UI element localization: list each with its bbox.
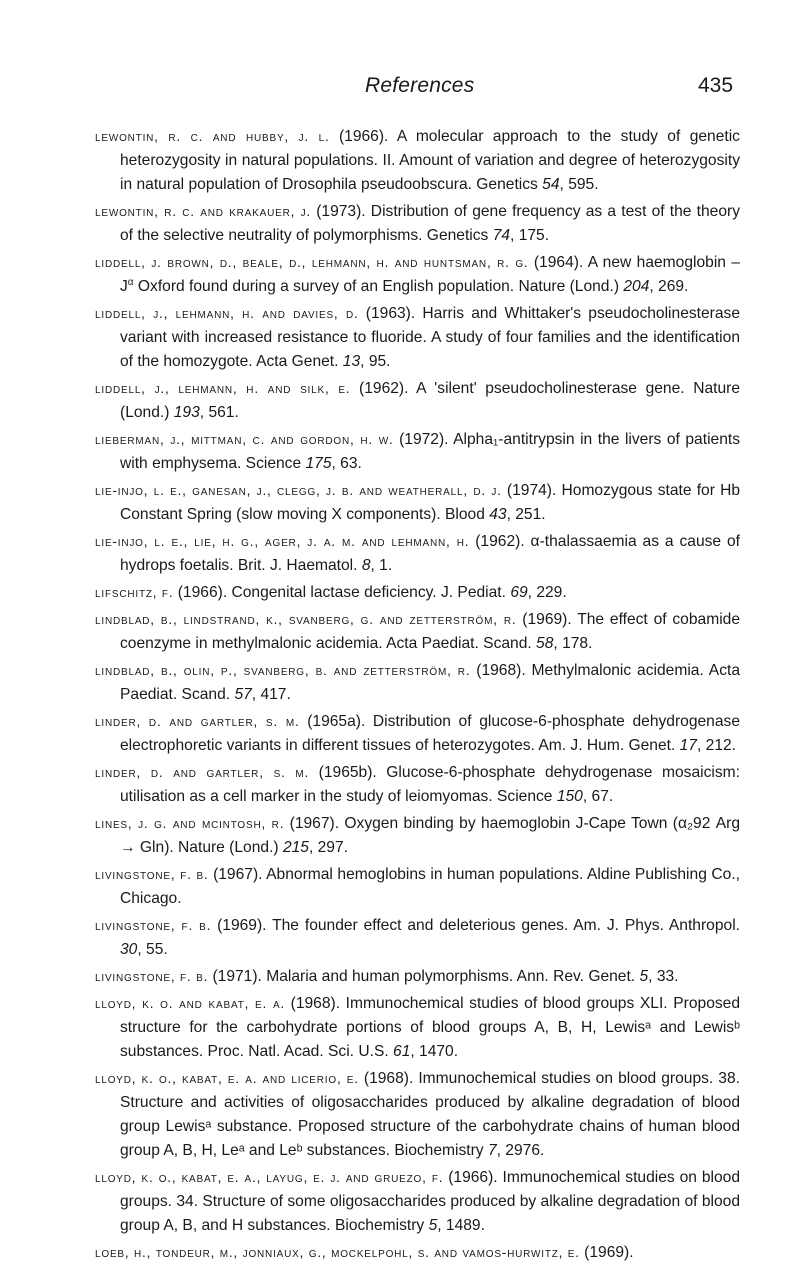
reference-entry	[95, 251, 740, 299]
reference-entry	[95, 992, 740, 1064]
reference-text: (1973). Distribution of gene frequency as a test of the theory of the selective neutrality of polymorphisms. Genetics	[120, 203, 740, 244]
reference-entry	[95, 200, 740, 248]
reference-volume: 74	[492, 227, 511, 244]
reference-authors: lindblad, b., olin, p., svanberg, b. and zetterström, r.	[95, 663, 471, 678]
reference-entry	[95, 659, 740, 707]
reference-volume: 61	[393, 1043, 411, 1060]
reference-text: (1969).	[579, 1244, 634, 1261]
reference-pages: , 297.	[308, 839, 348, 856]
running-head	[0, 74, 800, 104]
reference-volume: 58	[536, 635, 554, 652]
reference-authors: lifschitz, f.	[95, 585, 174, 600]
reference-pages: , 33.	[648, 968, 679, 985]
reference-entry	[95, 608, 740, 656]
reference-pages: , 595.	[559, 176, 599, 193]
reference-authors: linder, d. and gartler, s. m.	[95, 765, 310, 780]
reference-text: (1971). Malaria and human polymorphisms. Ann. Rev. Genet.	[208, 968, 640, 985]
reference-text: (1969). The effect of cobamide coenzyme in methylmalonic acidemia. Acta Paediat. Scand.	[120, 611, 740, 652]
reference-text: (1968). Immunochemical studies on blood groups. 38. Structure and activities of oligosaccharides produced by alkaline degradation of blood group Lewisᵃ substance. Proposed structure of the carbohydrate chains of human blood group A, B, H, Leᵃ and Leᵇ substances. Biochemistry	[120, 1070, 740, 1159]
reference-entry	[95, 530, 740, 578]
reference-text: (1972). Alpha₁-antitrypsin in the livers of patients with emphysema. Science	[120, 431, 741, 472]
reference-authors: liddell, j. brown, d., beale, d., lehmann, h. and huntsman, r. g.	[95, 255, 529, 270]
reference-text: (1962). α-thalassaemia as a cause of hydrops foetalis. Brit. J. Haematol.	[120, 533, 740, 574]
reference-authors: lieberman, j., mittman, c. and gordon, h. w.	[95, 432, 394, 447]
reference-authors: lewontin, r. c. and hubby, j. l.	[95, 129, 330, 144]
reference-authors: lloyd, k. o. and kabat, e. a.	[95, 996, 286, 1011]
reference-pages: , 55.	[137, 941, 168, 958]
reference-volume: 69	[510, 584, 528, 601]
reference-entry	[95, 1166, 740, 1238]
reference-authors: linder, d. and gartler, s. m.	[95, 714, 300, 729]
reference-text: (1966). Immunochemical studies on blood groups. 34. Structure of some oligosaccharides produced by alkaline degradation of blood group A, B, and H substances. Biochemistry	[120, 1169, 740, 1234]
reference-entry	[95, 761, 740, 809]
reference-authors: livingstone, f. b.	[95, 918, 212, 933]
reference-authors: lindblad, b., lindstrand, k., svanberg, g. and zetterström, r.	[95, 612, 517, 627]
reference-pages: , 229.	[527, 584, 567, 601]
reference-authors: livingstone, f. b.	[95, 867, 209, 882]
reference-volume: 17	[679, 737, 697, 754]
reference-text: (1966). A molecular approach to the study of genetic heterozygosity in natural populations. II. Amount of variation and degree of heterozygosity in natural population of Drosophila pseudoobscura. Genetics	[120, 128, 740, 193]
reference-entry	[95, 710, 740, 758]
reference-volume: 13	[342, 353, 361, 370]
reference-pages: , 63.	[331, 455, 362, 472]
reference-entry	[95, 302, 740, 374]
reference-authors: liddell, j., lehmann, h. and davies, d.	[95, 306, 359, 321]
reference-pages: , 269.	[649, 278, 689, 295]
reference-entry	[95, 914, 740, 962]
reference-authors: lie-injo, l. e., ganesan, j., clegg, j. b. and weatherall, d. j.	[95, 483, 502, 498]
reference-volume: 204	[623, 278, 650, 295]
reference-pages: , 1470.	[410, 1043, 459, 1060]
reference-entry	[95, 863, 740, 911]
reference-text: (1964). A new haemoglobin – J	[120, 254, 740, 295]
reference-volume: 43	[489, 506, 507, 523]
reference-list	[95, 125, 740, 1268]
reference-entry	[95, 1241, 740, 1265]
reference-volume: 150	[556, 788, 583, 805]
reference-volume: 175	[305, 455, 332, 472]
reference-pages: , 178.	[553, 635, 593, 652]
reference-superscript: α	[127, 276, 134, 288]
reference-entry	[95, 479, 740, 527]
reference-volume: 54	[542, 176, 560, 193]
reference-pages: , 1.	[370, 557, 393, 574]
reference-pages: , 251.	[506, 506, 546, 523]
reference-volume: 7	[487, 1142, 497, 1159]
reference-pages: , 2976.	[496, 1142, 545, 1159]
reference-pages: , 417.	[251, 686, 291, 703]
reference-volume: 193	[173, 404, 200, 421]
reference-text: (1974). Homozygous state for Hb Constant Spring (slow moving X components). Blood	[120, 482, 741, 523]
reference-text: (1962). A 'silent' pseudocholinesterase gene. Nature (Lond.)	[120, 380, 740, 421]
reference-authors: lie-injo, l. e., lie, h. g., ager, j. a. m. and lehmann, h.	[95, 534, 470, 549]
reference-volume: 8	[361, 557, 371, 574]
reference-entry	[95, 965, 740, 989]
reference-text: (1965a). Distribution of glucose-6-phosphate dehydrogenase electrophoretic variants in different tissues of heterozygotes. Am. J. Hum. Genet.	[120, 713, 740, 754]
reference-authors: loeb, h., tondeur, m., jonniaux, g., mockelpohl, s. and vamos-hurwitz, e.	[95, 1245, 580, 1260]
reference-authors: lewontin, r. c. and krakauer, j.	[95, 204, 312, 219]
reference-text: (1968). Methylmalonic acidemia. Acta Paediat. Scand.	[120, 662, 740, 703]
reference-authors: lloyd, k. o., kabat, e. a., layug, e. j. and gruezo, f.	[95, 1170, 444, 1185]
reference-entry	[95, 812, 740, 860]
reference-authors: lloyd, k. o., kabat, e. a. and licerio, e.	[95, 1071, 359, 1086]
reference-pages: , 1489.	[437, 1217, 485, 1234]
reference-pages: , 212.	[696, 737, 736, 754]
reference-text: (1967). Oxygen binding by haemoglobin J-Cape Town (α₂92 Arg → Gln). Nature (Lond.)	[120, 815, 740, 856]
reference-entry	[95, 1067, 740, 1163]
reference-text: (1969). The founder effect and deleterious genes. Am. J. Phys. Anthropol.	[211, 917, 740, 934]
reference-volume: 57	[234, 686, 252, 703]
reference-pages: , 67.	[582, 788, 614, 805]
reference-volume: 5	[428, 1217, 438, 1234]
reference-authors: livingstone, f. b.	[95, 969, 209, 984]
reference-text: (1966). Congenital lactase deficiency. J. Pediat.	[173, 584, 511, 601]
reference-volume: 30	[120, 941, 138, 958]
reference-entry	[95, 125, 740, 197]
reference-text: (1968). Immunochemical studies of blood groups XLI. Proposed structure for the carbohydrate portions of blood groups A, B, H, Lewisᵃ and Lewisᵇ substances. Proc. Natl. Acad. Sci. U.S.	[120, 995, 741, 1060]
page-number: 435	[698, 74, 734, 97]
reference-volume: 5	[639, 968, 649, 985]
reference-authors: lines, j. g. and mcintosh, r.	[95, 816, 285, 831]
reference-pages: , 95.	[360, 353, 391, 370]
reference-pages: , 175.	[510, 227, 550, 244]
reference-entry	[95, 428, 740, 476]
reference-entry	[95, 377, 740, 425]
running-title: References	[365, 74, 475, 97]
reference-text: (1963). Harris and Whittaker's pseudocholinesterase variant with increased resistance to fluoride. A study of four families and the identification of the homozygote. Acta Genet.	[120, 305, 741, 370]
reference-text: (1967). Abnormal hemoglobins in human populations. Aldine Publishing Co., Chicago.	[120, 866, 741, 907]
reference-pages: , 561.	[199, 404, 239, 421]
reference-text-continued: Oxford found during a survey of an English population. Nature (Lond.)	[133, 278, 624, 295]
reference-volume: 215	[282, 839, 309, 856]
reference-entry	[95, 581, 740, 605]
reference-authors: liddell, j., lehmann, h. and silk, e.	[95, 381, 351, 396]
reference-text: (1965b). Glucose-6-phosphate dehydrogenase mosaicism: utilisation as a cell marker in the study of leiomyomas. Science	[120, 764, 740, 805]
